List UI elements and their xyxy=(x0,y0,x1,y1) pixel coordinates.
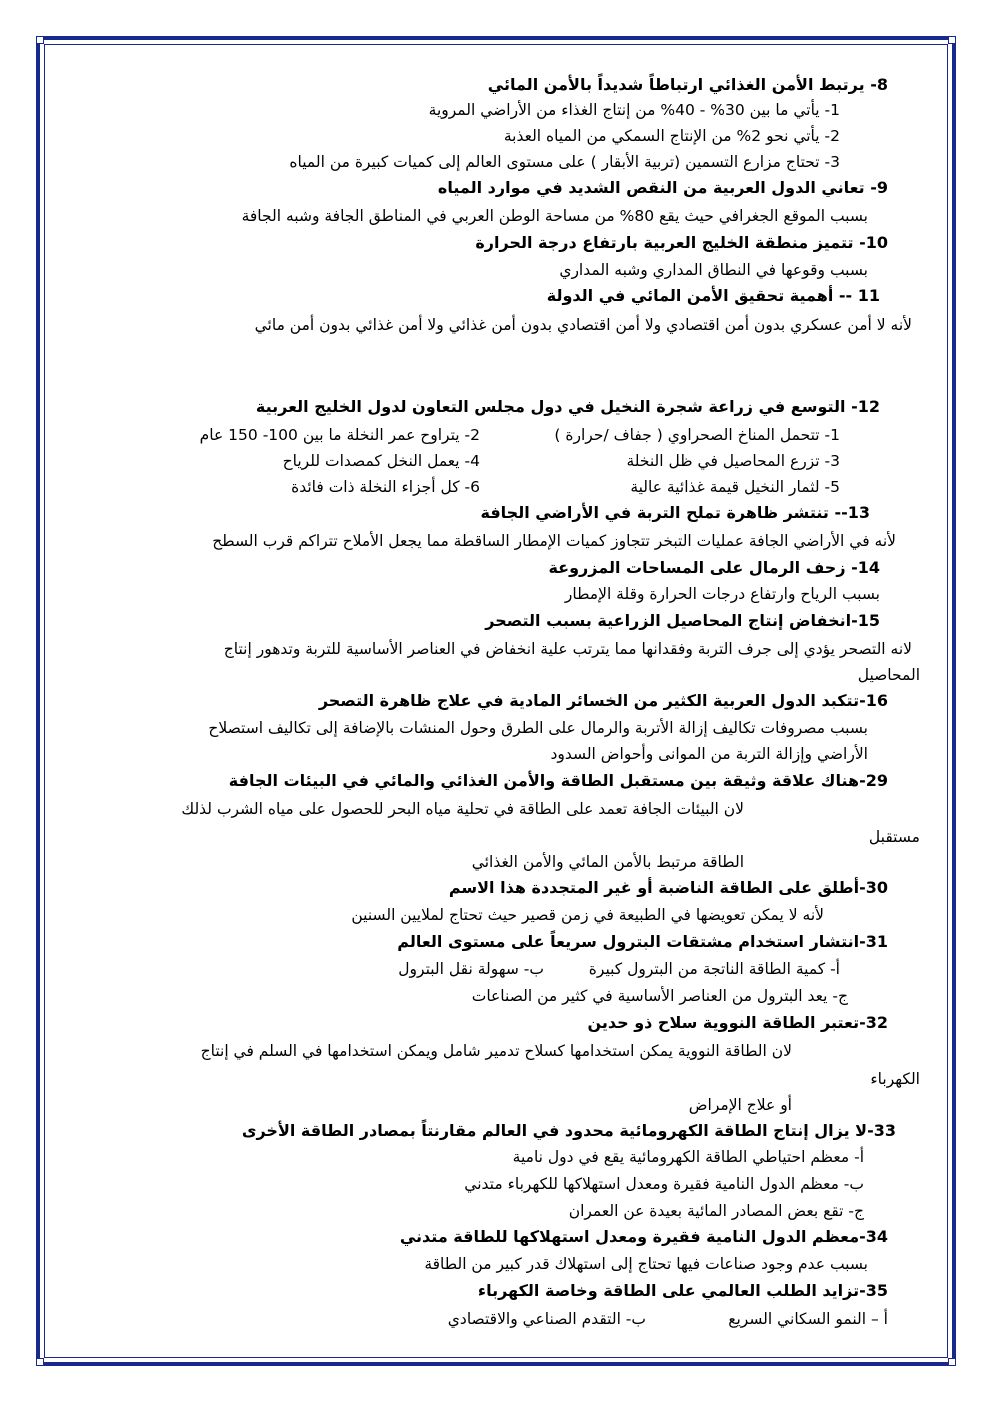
answer-item-34: بسبب عدم وجود صناعات فيها تحتاج إلى استهلاك قدر كبير من الطاقة xyxy=(424,1255,868,1273)
point-31-c: ج- يعد البترول من العناصر الأساسية في كثير من الصناعات xyxy=(471,987,848,1005)
answer-item-15: لانه التصحر يؤدي إلى جرف التربة وفقدانها مما يترتب علية انخفاض في العناصر الأساسية للتربة وتدهور إنتاج xyxy=(223,640,912,658)
answer-item-29-continued: الطاقة مرتبط بالأمن المائي والأمن الغذائي xyxy=(471,853,744,871)
heading-item-15: 15-انخفاض إنتاج المحاصيل الزراعية بسبب التصحر xyxy=(485,611,880,630)
heading-item-13: 13-- تنتشر ظاهرة تملح التربة في الأراضي الجافة xyxy=(480,503,870,522)
answer-item-32-wrap: الكهرباء xyxy=(870,1070,920,1088)
point-12-1: 1- تتحمل المناخ الصحراوي ( جفاف /حرارة ) xyxy=(554,426,840,444)
heading-item-12: 12- التوسع في زراعة شجرة النخيل في دول مجلس التعاون لدول الخليج العربية xyxy=(255,397,880,416)
answer-item-30: لأنه لا يمكن تعويضها في الطبيعة في زمن قصير حيث تحتاج لملايين السنين xyxy=(351,906,824,924)
point-12-4: 4- يعمل النخل كمصدات للرياح xyxy=(282,452,480,470)
answer-item-29: لان البيئات الجافة تعمد على الطاقة في تحلية مياه البحر للحصول على مياه الشرب لذلك xyxy=(181,800,744,818)
heading-item-35: 35-تزايد الطلب العالمي على الطاقة وخاصة الكهرباء xyxy=(477,1281,888,1300)
answer-item-15-continued: المحاصيل xyxy=(857,666,920,684)
answer-item-10: بسبب وقوعها في النطاق المداري وشبه المداري xyxy=(559,261,868,279)
point-12-5: 5- لثمار النخيل قيمة غذائية عالية xyxy=(630,478,840,496)
answer-item-11: لأنه لا أمن عسكري بدون أمن اقتصادي ولا أمن اقتصادي بدون أمن غذائي ولا أمن غذائي بدون أمن مائي xyxy=(254,316,912,334)
heading-item-29: 29-هناك علاقة وثيقة بين مستقبل الطاقة والأمن الغذائي والمائي في البيئات الجافة xyxy=(228,771,888,790)
point-8-3: 3- تحتاج مزارع التسمين (تربية الأبقار ) على مستوى العالم إلى كميات كبيرة من المياه xyxy=(289,153,840,171)
heading-item-32: 32-تعتبر الطاقة النووية سلاح ذو حدين xyxy=(587,1013,888,1032)
point-31-a: أ- كمية الطاقة الناتجة من البترول كبيرة xyxy=(588,960,840,978)
point-8-1: 1- يأتي ما بين 30% - 40% من إنتاج الغذاء من الأراضي المروية xyxy=(428,101,840,119)
point-35-b: ب- التقدم الصناعي والاقتصادي xyxy=(447,1310,646,1328)
answer-item-32: لان الطاقة النووية يمكن استخدامها كسلاح تدمير شامل ويمكن استخدامها في السلم في إنتاج xyxy=(200,1042,792,1060)
heading-item-33: 33-لا يزال إنتاج الطاقة الكهرومائية محدود في العالم مقارنتاً بمصادر الطاقة الأخرى xyxy=(241,1121,896,1140)
heading-item-16: 16-تتكبد الدول العربية الكثير من الخسائر المادية في علاج ظاهرة التصحر xyxy=(318,691,888,710)
heading-item-10: 10- تتميز منطقة الخليج العربية بارتفاع درجة الحرارة xyxy=(475,233,888,252)
heading-item-9: 9- تعاني الدول العربية من النقص الشديد في موارد المياه xyxy=(437,178,888,197)
point-12-2: 2- يتراوح عمر النخلة ما بين 100- 150 عام xyxy=(199,426,480,444)
answer-item-32-continued: أو علاج الإمراض xyxy=(688,1096,792,1114)
answer-item-14: بسبب الرياح وارتفاع درجات الحرارة وقلة الإمطار xyxy=(564,585,880,603)
heading-item-11: 11 -- أهمية تحقيق الأمن المائي في الدولة xyxy=(546,286,880,305)
point-33-a: أ- معظم احتياطي الطاقة الكهرومائية يقع في دول نامية xyxy=(512,1148,864,1166)
point-35-a: أ – النمو السكاني السريع xyxy=(728,1310,888,1328)
answer-item-16: بسبب مصروفات تكاليف إزالة الأتربة والرمال على الطرق وحول المنشات بالإضافة إلى تكاليف استصلاح xyxy=(208,719,868,737)
answer-item-16-continued: الأراضي وإزالة التربة من الموانى وأحواض السدود xyxy=(550,745,868,763)
heading-item-34: 34-معظم الدول النامية فقيرة ومعدل استهلاكها للطاقة متدني xyxy=(399,1227,888,1246)
answer-item-9: بسبب الموقع الجغرافي حيث يقع 80% من مساحة الوطن العربي في المناطق الجافة وشبه الجافة xyxy=(241,207,868,225)
point-31-b: ب- سهولة نقل البترول xyxy=(398,960,544,978)
heading-item-31: 31-انتشار استخدام مشتقات البترول سريعاً على مستوى العالم xyxy=(397,932,888,951)
point-33-b: ب- معظم الدول النامية فقيرة ومعدل استهلاكها للكهرباء متدني xyxy=(464,1175,864,1193)
heading-item-8: 8- يرتبط الأمن الغذائي ارتباطاً شديداً بالأمن المائي xyxy=(487,75,888,94)
answer-item-29-wrap: مستقبل xyxy=(868,828,920,846)
point-8-2: 2- يأتي نحو 2% من الإنتاج السمكي من المياه العذبة xyxy=(503,127,840,145)
point-33-c: ج- تقع بعض المصادر المائية بعيدة عن العمران xyxy=(568,1202,864,1220)
heading-item-30: 30-أطلق على الطاقة الناضبة أو غير المتجددة هذا الاسم xyxy=(448,878,888,897)
point-12-3: 3- تزرع المحاصيل في ظل النخلة xyxy=(626,452,840,470)
heading-item-14: 14- زحف الرمال على المساحات المزروعة xyxy=(548,558,880,577)
point-12-6: 6- كل أجزاء النخلة ذات فائدة xyxy=(291,478,480,496)
answer-item-13: لأنه في الأراضي الجافة عمليات التبخر تتجاوز كميات الإمطار الساقطة مما يجعل الأملاح تتراكم قرب السطح xyxy=(212,532,896,550)
